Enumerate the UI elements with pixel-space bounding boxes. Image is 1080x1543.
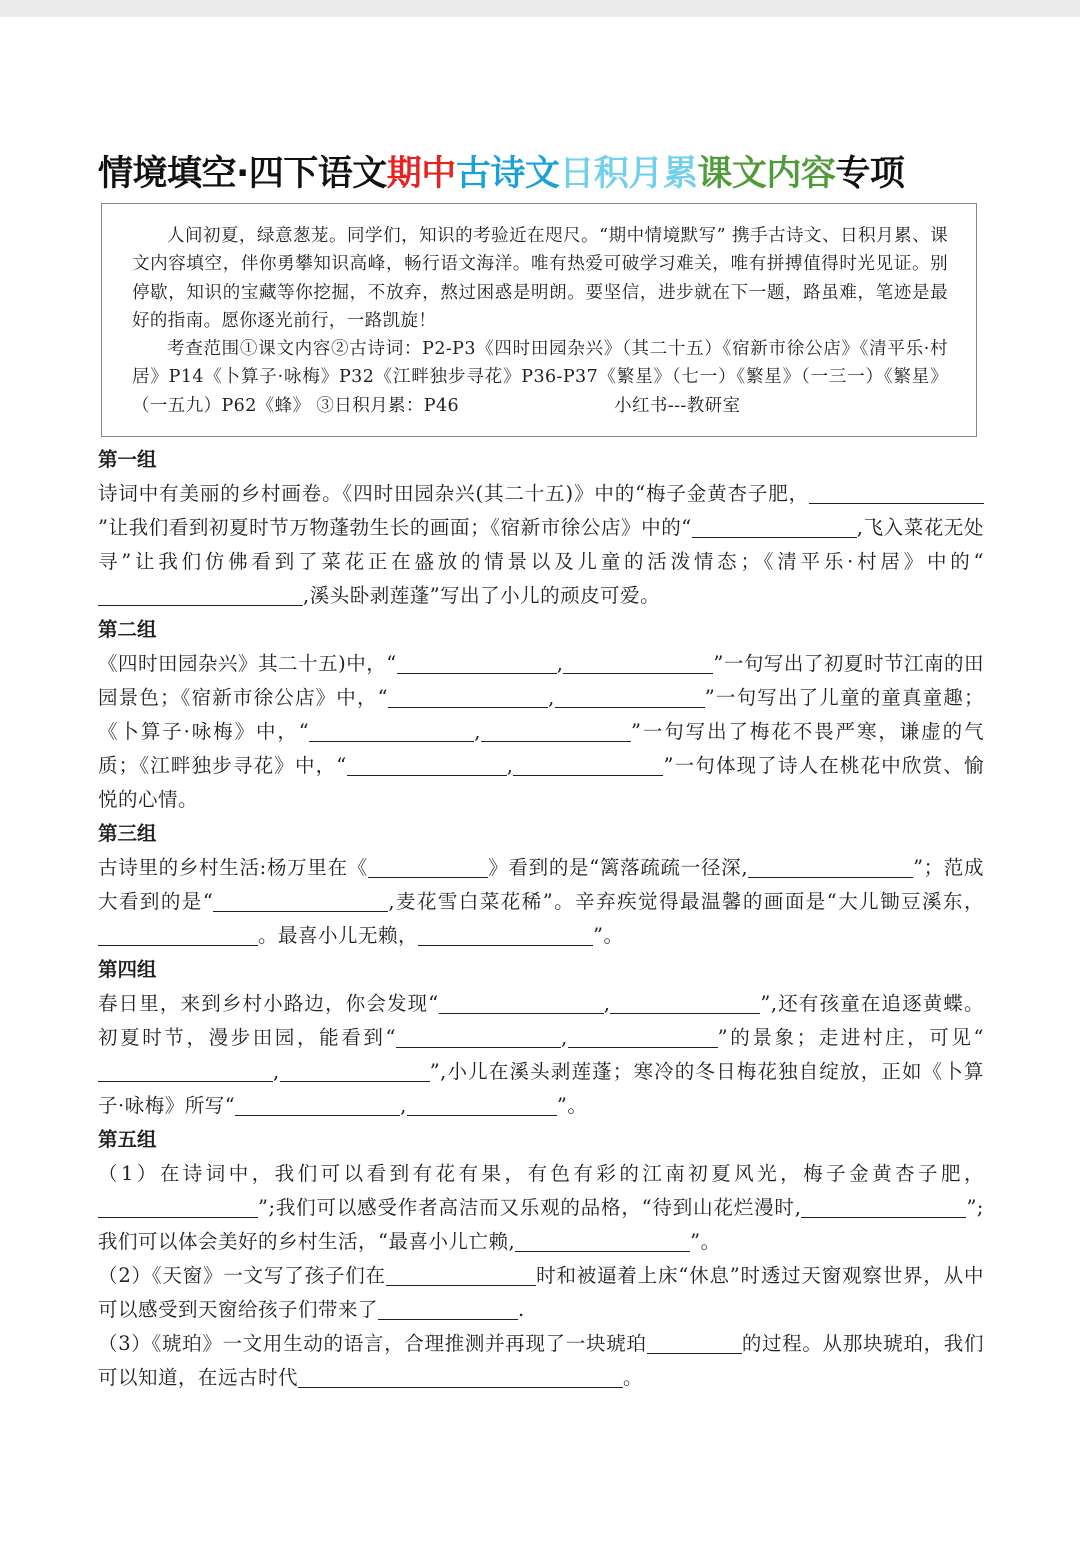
q1-text-3: ”;我们可以体会美好的乡村生活，“最喜小儿亡赖, <box>98 1196 984 1253</box>
title-part-4: 日积月累 <box>559 154 698 194</box>
g1-text-2: ”让我们看到初夏时节万物蓬勃生长的画面；《宿新市徐公店》中的“ <box>98 516 692 539</box>
answer-blank[interactable] <box>298 1365 623 1388</box>
intro-box <box>101 203 977 437</box>
worksheet-title <box>98 150 998 198</box>
answer-blank[interactable] <box>386 1263 536 1286</box>
q2-text-2: 时和被逼着上床“休息”时透过天窗观察世界，从中可以感受到天窗给孩子们带来了 <box>98 1264 984 1321</box>
q3-text-3: 。 <box>623 1366 644 1389</box>
g3-text-6: ”。 <box>593 924 624 947</box>
group-3-heading: 第三组 <box>98 822 157 845</box>
comma: , <box>603 992 611 1015</box>
q2-text-3: . <box>518 1298 525 1321</box>
answer-blank[interactable] <box>801 1195 966 1218</box>
q3-text-1: （3）《琥珀》一文用生动的语言，合理推测并再现了一块琥珀 <box>98 1332 647 1355</box>
answer-blank[interactable] <box>98 923 258 946</box>
answer-blank[interactable] <box>563 651 713 674</box>
answer-blank[interactable] <box>407 1093 557 1116</box>
comma: , <box>556 652 564 675</box>
answer-blank[interactable] <box>309 719 474 742</box>
title-part-5: 课文内容 <box>697 154 836 194</box>
q1-text-1: （1）在诗词中，我们可以看到有花有果，有色有彩的江南初夏风光，梅子金黄杏子肥， <box>98 1162 984 1185</box>
comma: , <box>474 720 481 743</box>
answer-blank[interactable] <box>368 855 488 878</box>
q3-text-2: 的过程。从那块琥珀，我们可以知道，在远古时代 <box>98 1332 984 1389</box>
g2-text-2: ”一句写出了初夏时节江南的田园景色；《宿新市徐公店》中，“ <box>98 652 984 709</box>
g2-text-5: ”一句体现了诗人在桃花中欣赏、愉悦的心情。 <box>98 754 984 811</box>
g3-text-4: ,麦花雪白菜花稀”。辛弃疾觉得最温馨的画面是“大儿锄豆溪东， <box>388 890 984 913</box>
q1-text-2: ”;我们可以感受作者高洁而又乐观的品格，“待到山花烂漫时, <box>258 1196 802 1219</box>
answer-blank[interactable] <box>98 1059 273 1082</box>
signature: 小红书---教研室 <box>614 395 741 416</box>
answer-blank[interactable] <box>515 1229 690 1252</box>
g1-text-4: ,溪头卧剥莲蓬”写出了小儿的顽皮可爱。 <box>303 584 661 607</box>
g4-text-3: ”的景象；走进村庄，可见“ <box>717 1026 984 1049</box>
answer-blank[interactable] <box>388 685 548 708</box>
answer-blank[interactable] <box>568 1025 718 1048</box>
g3-text-3: ”；范成大看到的是“ <box>98 856 984 913</box>
comma: , <box>400 1094 407 1117</box>
title-part-3: 古诗文 <box>455 154 560 194</box>
g4-text-1: 春日里，来到乡村小路边，你会发现“ <box>98 992 439 1015</box>
group-5-heading: 第五组 <box>98 1128 157 1151</box>
answer-blank[interactable] <box>610 991 760 1014</box>
comma: , <box>548 686 555 709</box>
group-4-heading: 第四组 <box>98 958 157 981</box>
g4-text-2: ”,还有孩童在追逐黄蝶。初夏时节，漫步田园，能看到“ <box>98 992 984 1049</box>
answer-blank[interactable] <box>213 889 388 912</box>
group-5-question-2 <box>98 1259 984 1327</box>
group-1-heading: 第一组 <box>98 448 157 471</box>
comma: , <box>560 1026 568 1049</box>
g3-text-1: 古诗里的乡村生活:杨万里在《 <box>98 856 368 879</box>
g3-text-2: 》看到的是“篱落疏疏一径深, <box>488 856 749 879</box>
q1-text-4: ”。 <box>690 1230 721 1253</box>
group-5-question-3 <box>98 1327 984 1395</box>
group-2-paragraph <box>98 647 984 817</box>
answer-blank[interactable] <box>647 1331 742 1354</box>
title-part-6: 专项 <box>835 154 905 194</box>
group-2-heading: 第二组 <box>98 618 157 641</box>
answer-blank[interactable] <box>397 651 557 674</box>
answer-blank[interactable] <box>439 991 604 1014</box>
answer-blank[interactable] <box>347 753 507 776</box>
comma: , <box>273 1060 280 1083</box>
answer-blank[interactable] <box>513 753 663 776</box>
group-5-question-1 <box>98 1157 984 1259</box>
answer-blank[interactable] <box>555 685 705 708</box>
g3-text-5: 。最喜小儿无赖， <box>258 924 419 947</box>
g2-text-4: ”一句写出了梅花不畏严寒，谦虚的气质；《江畔独步寻花》中，“ <box>98 720 984 777</box>
q2-text-1: （2）《天窗》一文写了孩子们在 <box>98 1264 386 1287</box>
intro-paragraph: 人间初夏，绿意葱茏。同学们，知识的考验近在咫尺。“期中情境默写” 携手古诗文、日积月累、课文内容填空，伴你勇攀知识高峰，畅行语文海洋。唯有热爱可破学习难关，唯有拼搏值得时光见证。别停歇，知识的宝藏等你挖掘，不放弃，熬过困惑是明朗。要坚信，进步就在下一题，路虽难，笔迹是最好的指南。愿你逐光前行，一路凯旋！ <box>132 226 948 331</box>
scope-paragraph <box>132 335 948 420</box>
title-part-1: 情境填空·四下语文 <box>98 154 387 194</box>
answer-blank[interactable] <box>418 923 593 946</box>
scope-text: 考查范围①课文内容②古诗词：P2-P3《四时田园杂兴》（其二十五）《宿新市徐公店》《清平乐·村居》P14《卜算子·咏梅》P32《江畔独步寻花》P36-P37《繁星》（七一）《繁星》（一三一）《繁星》 （一五九）P62《蜂》 ③日积月累：P46 <box>132 339 948 416</box>
title-part-2: 期中 <box>386 154 456 194</box>
group-1-paragraph <box>98 477 984 613</box>
answer-blank[interactable] <box>396 1025 561 1048</box>
g2-text-3: ”一句写出了儿童的童真童趣；《卜算子·咏梅》中，“ <box>98 686 984 743</box>
worksheet-body <box>98 443 984 1395</box>
answer-blank[interactable] <box>98 1195 258 1218</box>
g1-text-3: ,飞入菜花无处寻”让我们仿佛看到了菜花正在盛放的情景以及儿童的活泼情态；《清平乐·村居》中的“ <box>98 516 984 573</box>
answer-blank[interactable] <box>481 719 631 742</box>
group-3-paragraph <box>98 851 984 953</box>
answer-blank[interactable] <box>378 1297 518 1320</box>
group-4-paragraph <box>98 987 984 1123</box>
answer-blank[interactable] <box>98 583 303 606</box>
answer-blank[interactable] <box>809 481 984 504</box>
answer-blank[interactable] <box>748 855 913 878</box>
g4-text-5: ”。 <box>556 1094 588 1117</box>
answer-blank[interactable] <box>280 1059 430 1082</box>
answer-blank[interactable] <box>692 515 857 538</box>
comma: , <box>506 754 514 777</box>
g2-text-1: 《四时田园杂兴》其二十五)中，“ <box>98 652 397 675</box>
top-status-strip <box>0 0 1080 17</box>
g1-text-1: 诗词中有美丽的乡村画卷。《四时田园杂兴(其二十五)》中的“梅子金黄杏子肥， <box>98 482 809 505</box>
g4-text-4: ”,小儿在溪头剥莲蓬；寒冷的冬日梅花独自绽放，正如《卜算子·咏梅》所写“ <box>98 1060 984 1117</box>
answer-blank[interactable] <box>235 1093 400 1116</box>
